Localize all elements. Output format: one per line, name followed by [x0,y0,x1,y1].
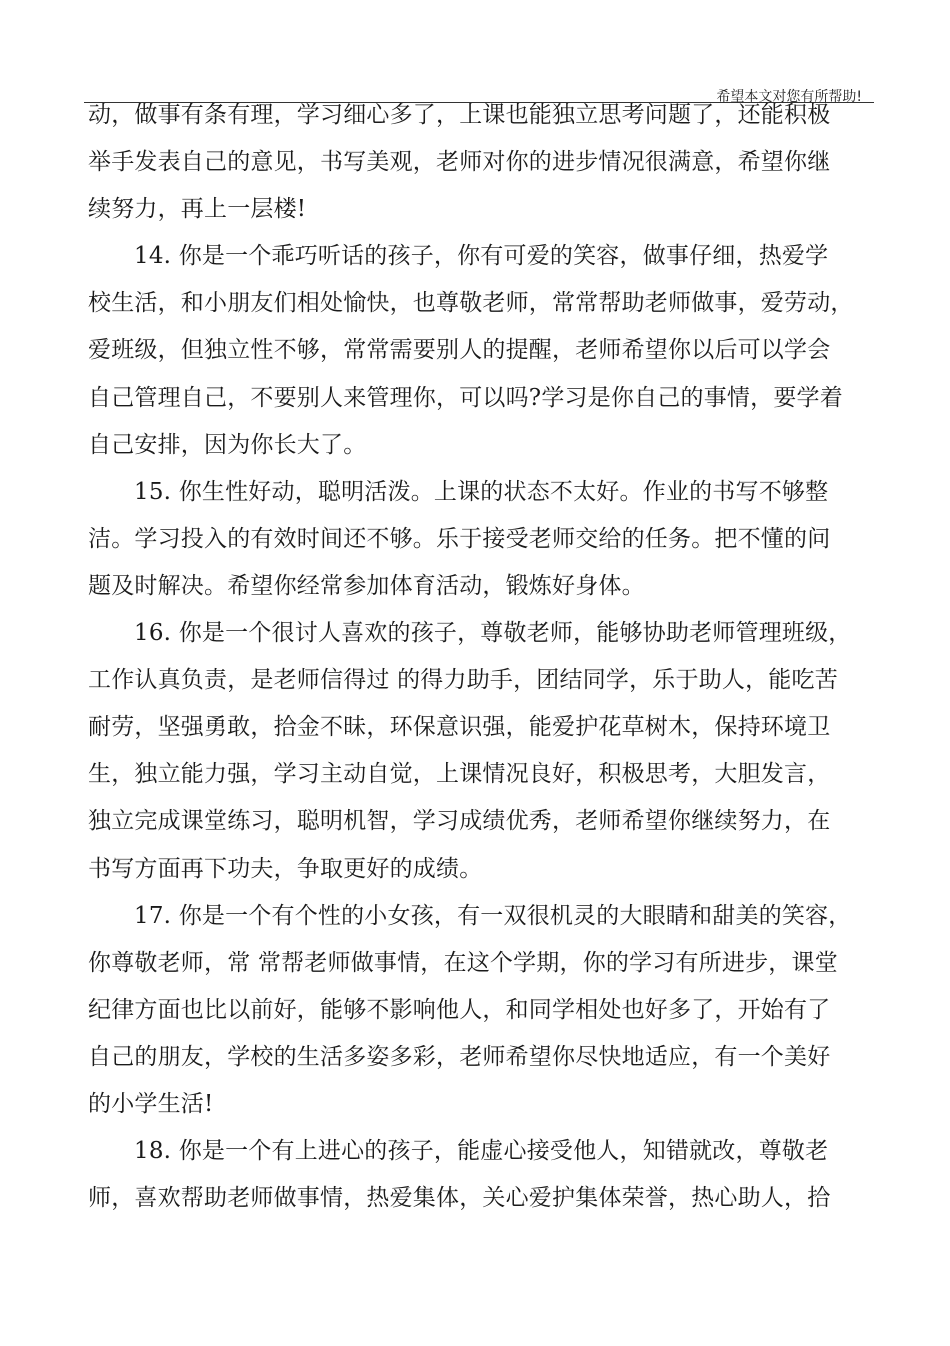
text-line: 工作认真负责，是老师信得过 的得力助手，团结同学，乐于助人，能吃苦 [88,667,838,694]
text-line: 的小学生活! [88,1090,214,1117]
text-line: 师，喜欢帮助老师做事情，热爱集体，关心爱护集体荣誉，热心助人，拾 [88,1185,831,1212]
text-line: 校生活，和小朋友们相处愉快，也尊敬老师，常常帮助老师做事，爱劳动， [88,290,854,317]
text-line: 纪律方面也比以前好，能够不影响他人，和同学相处也好多了，开始有了 [88,996,831,1023]
text-line: 16. 你是一个很讨人喜欢的孩子，尊敬老师，能够协助老师管理班级， [134,620,852,647]
text-line: 独立完成课堂练习，聪明机智，学习成绩优秀，老师希望你继续努力，在 [88,808,831,835]
text-line: 自己的朋友，学校的生活多姿多彩，老师希望你尽快地适应，有一个美好 [88,1043,831,1070]
page-header-note: 希望本文对您有所帮助! [716,89,862,105]
text-line: 18. 你是一个有上进心的孩子，能虚心接受他人，知错就改，尊敬老 [134,1138,829,1165]
text-line: 你尊敬老师，常 常帮老师做事情，在这个学期，你的学习有所进步，课堂 [88,949,838,976]
text-line: 举手发表自己的意见，书写美观，老师对你的进步情况很满意，希望你继 [88,149,831,176]
text-line: 题及时解决。希望你经常参加体育活动，锻炼好身体。 [88,572,645,599]
document-body [88,92,878,1222]
text-line: 书写方面再下功夫，争取更好的成绩。 [88,855,483,882]
text-line: 17. 你是一个有个性的小女孩，有一双很机灵的大眼睛和甜美的笑容， [134,902,852,929]
text-line: 生，独立能力强，学习主动自觉，上课情况良好，积极思考，大胆发言， [88,761,831,788]
text-line: 自己安排，因为你长大了。 [88,431,367,458]
text-line: 耐劳，坚强勇敢，拾金不昧，环保意识强，能爱护花草树木，保持环境卫 [88,714,831,741]
text-line: 自己管理自己，不要别人来管理你，可以吗?学习是你自己的事情，要学着 [88,384,843,411]
text-line: 15. 你生性好动，聪明活泼。上课的状态不太好。作业的书写不够整 [134,478,829,505]
text-line: 14. 你是一个乖巧听话的孩子，你有可爱的笑容，做事仔细，热爱学 [134,243,829,270]
text-line: 洁。学习投入的有效时间还不够。乐于接受老师交给的任务。把不懂的问 [88,525,831,552]
text-line: 动，做事有条有理，学习细心多了，上课也能独立思考问题了，还能积极 [88,102,831,128]
text-line: 爱班级，但独立性不够，常常需要别人的提醒，老师希望你以后可以学会 [88,337,831,364]
text-line: 续努力，再上一层楼! [88,196,307,223]
